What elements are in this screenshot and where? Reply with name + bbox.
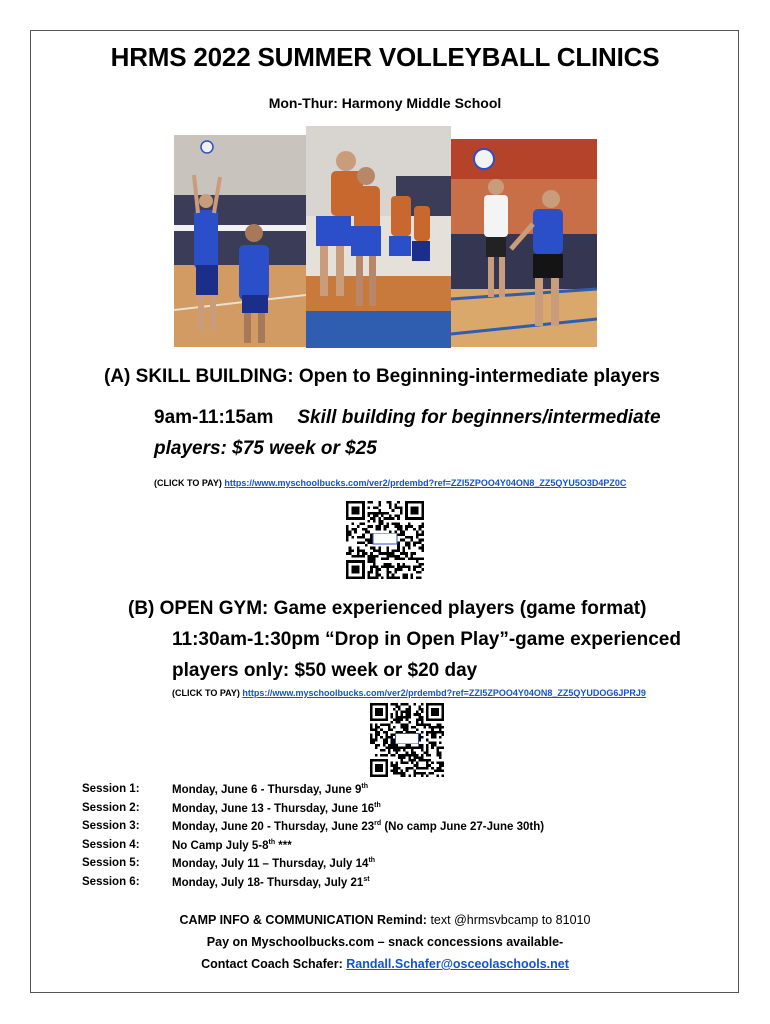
qr-code-a-icon[interactable] [346, 500, 424, 585]
session-row: Session 3: Monday, June 20 - Thursday, June 23rd (No camp June 27-June 30th) [82, 820, 545, 834]
photo-players-orange [306, 126, 451, 348]
session-row: Session 6: Monday, July 18- Thursday, July 21st [82, 875, 370, 889]
session-row: Session 2: Monday, June 13 - Thursday, June 16th [82, 801, 381, 815]
section-b-line1: 11:30am-1:30pm “Drop in Open Play”-game experienced [172, 629, 681, 650]
section-b-heading: (B) OPEN GYM: Game experienced players (game format) [128, 598, 647, 619]
section-a-pay-link[interactable]: https://www.myschoolbucks.com/ver2/prdembd?ref=ZZI5ZPOO4Y04ON8_ZZ5QYU5O3D4PZ0C [224, 478, 627, 488]
page-title: HRMS 2022 SUMMER VOLLEYBALL CLINICS [110, 42, 660, 72]
session-row: Session 4: No Camp July 5-8th *** [82, 838, 292, 852]
section-a-pay-label: (CLICK TO PAY) [154, 478, 222, 488]
footer-remind: CAMP INFO & COMMUNICATION Remind: text @hrmsvbcamp to 81010 [179, 913, 591, 927]
section-b-pay-label: (CLICK TO PAY) [172, 688, 240, 698]
section-a-details [154, 402, 661, 464]
session-row: Session 1: Monday, June 6 - Thursday, June 9th [82, 783, 368, 796]
contact-email-link[interactable]: Randall.Schafer@osceolaschools.net [346, 957, 569, 971]
page-subtitle: Mon-Thur: Harmony Middle School [268, 95, 502, 111]
footer-pay: Pay on Myschoolbucks.com – snack concessions available- [206, 935, 564, 949]
session-row: Session 5: Monday, July 11 – Thursday, July 14th [82, 857, 376, 871]
session-list [82, 783, 544, 895]
section-a-price: players: $75 week or $25 [154, 438, 377, 459]
footer-contact: Contact Coach Schafer: Randall.Schafer@osceolaschools.net [201, 957, 569, 971]
photo-player-bump [451, 139, 597, 347]
section-b-line2: players only: $50 week or $20 day [172, 660, 478, 681]
section-a-desc: Skill building for beginners/intermediate [297, 407, 661, 428]
photo-players-blue [174, 135, 306, 347]
qr-code-b-icon[interactable] [370, 702, 444, 783]
section-a-time: 9am-11:15am [154, 407, 274, 428]
section-b-pay [172, 688, 646, 698]
section-b-details [172, 624, 681, 686]
section-b-pay-link[interactable]: https://www.myschoolbucks.com/ver2/prdembd?ref=ZZI5ZPOO4Y04ON8_ZZ5QYUDOG6JPRJ9 [242, 688, 646, 698]
section-a-heading: (A) SKILL BUILDING: Open to Beginning-intermediate players [104, 366, 660, 387]
section-a-pay [154, 478, 626, 488]
